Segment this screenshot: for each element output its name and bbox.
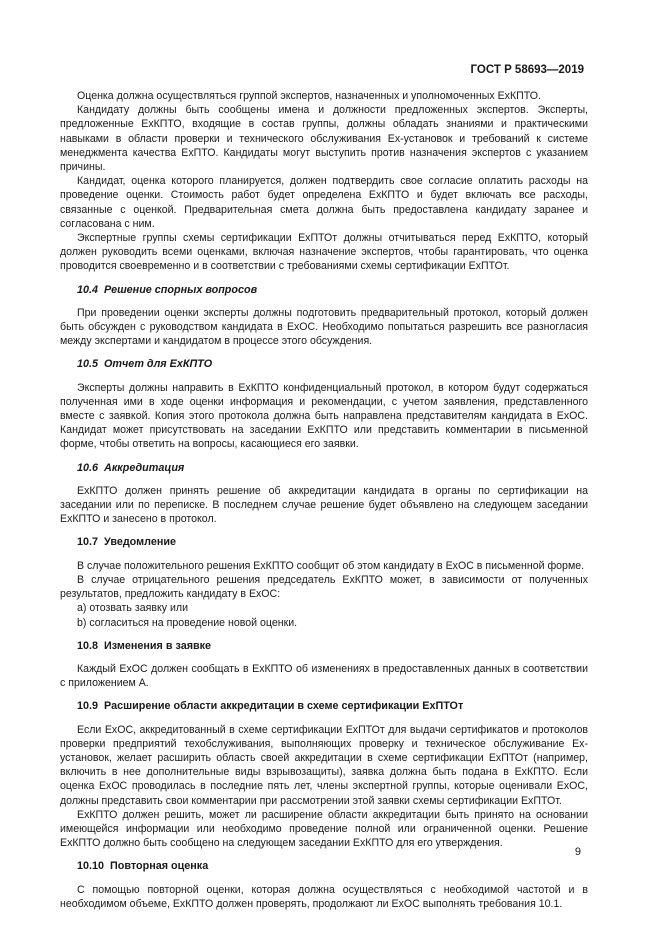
section-heading-10-8: 10.8 Изменения в заявке <box>77 639 212 652</box>
paragraph: Кандидат, оценка которого планируется, должен подтвердить свое согласие оплатить расходы на проведение оценки. Стоимость работ будет определена ExКПТО и будет включать все расходы, связанные с оценкой. Предварительная смета должна быть предоставлена кандидату заранее и согласована с ним. <box>60 175 588 230</box>
paragraph: С помощью повторной оценки, которая должна осуществляться с необходимой частотой и в необходимом объеме, ExКПТО должен проверять, продолжают ли ExOC выполнять требования 10.1. <box>60 883 588 910</box>
list-item: b) согласиться на проведение новой оценки. <box>77 616 298 629</box>
paragraph: В случае положительного решения ExКПТО сообщит об этом кандидату в ExOC в письменной форме. <box>77 559 585 572</box>
paragraph: В случае отрицательного решения председатель ExКПТО может, в зависимости от полученных результатов, предложить кандидату в ExOC: <box>60 573 588 601</box>
paragraph: ExКПТО должен принять решение об аккредитации кандидата в органы по сертификации на заседании или по переписке. В последнем случае решение будет объявлено на следующем заседании ExКПТО и занесено в протокол. <box>60 484 588 526</box>
section-heading-10-5: 10.5 Отчет для ExКПТО <box>77 358 213 371</box>
paragraph: Кандидату должны быть сообщены имена и должности предложенных экспертов. Эксперты, предложенные ExКПТО, входящие в состав группы, должны обладать знаниями и практическими навыками в области проверки и технического обслуживания Ех-установок и требований к системе менеджмента качества ExПТО. Кандидаты могут выступить против назначения экспертов с указанием причины. <box>60 104 588 174</box>
section-heading-10-4: 10.4 Решение спорных вопросов <box>77 283 258 296</box>
paragraph: Экспертные группы схемы сертификации ExПТОт должны отчитываться перед ExКПТО, который должен руководить всеми оценками, включая назначение экспертов, чтобы гарантировать, что оценка проводится своевременно и в соответствии с требованиями схемы сертификации ExПТОт. <box>60 232 588 273</box>
section-heading-10-6: 10.6 Аккредитация <box>77 461 185 474</box>
standard-header: ГОСТ Р 58693—2019 <box>470 64 584 76</box>
paragraph: Оценка должна осуществляться группой экспертов, назначенных и уполномоченных ExКПТО. <box>77 90 541 102</box>
paragraph: Эксперты должны направить в ExКПТО конфиденциальный протокол, в котором будут содержаться полученная ими в ходе оценки информация и рекомендации, с учетом заявления, представленного вместе с заявкой. Копия этого протокола должна быть направлена представителям кандидата в ExOC. Кандидат может присутствовать на заседании ExКПТО или представить комментарии в письменной форме, чтобы ответить на вопросы, касающиеся его заявки. <box>60 381 588 451</box>
section-heading-10-9: 10.9 Расширение области аккредитации в схеме сертификации ExПТОт <box>77 700 464 713</box>
paragraph: Если ExOC, аккредитованный в схеме сертификации ExПТОт для выдачи сертификатов и протоколов проверки предприятий техобслуживания, выполняющих проверку и техническое обслуживание Ex-установок, желает расширить область своей аккредитации в схеме сертификации ExПТОт (например, включить в нее дополнительные виды взрывозащиты), заявка должна быть подана в ExКПТО. Если оценка ExOC проводилась в последние пять лет, члены экспертной группы, которые оценивали ExOC, должны представить свои комментарии при рассмотрении этой заявки схемы сертификации ExПТОт. <box>60 723 588 807</box>
list-item: а) отозвать заявку или <box>77 602 188 615</box>
paragraph: При проведении оценки эксперты должны подготовить предварительный протокол, который должен быть обсужден с руководством кандидата в ExOC. Необходимо попытаться разрешить все разногласия между экспертами и кандидатом в процессе этого обсуждения. <box>60 306 588 348</box>
paragraph: ExКПТО должен решить, может ли расширение области аккредитации быть принято на основании имеющейся информации или необходимо проведение полной или ограниченной оценки. Решение ExКПТО должно быть сообщено на следующем заседании ExКПТО для его утверждения. <box>60 808 588 850</box>
section-heading-10-10: 10.10 Повторная оценка <box>77 860 209 873</box>
document-body <box>60 89 588 911</box>
section-heading-10-7: 10.7 Уведомление <box>77 536 176 549</box>
paragraph: Каждый ExOC должен сообщать в ExКПТО об изменениях в предоставленных данных в соответствии с приложением А. <box>60 662 588 690</box>
options-list <box>60 601 588 629</box>
page-number: 9 <box>574 845 581 858</box>
